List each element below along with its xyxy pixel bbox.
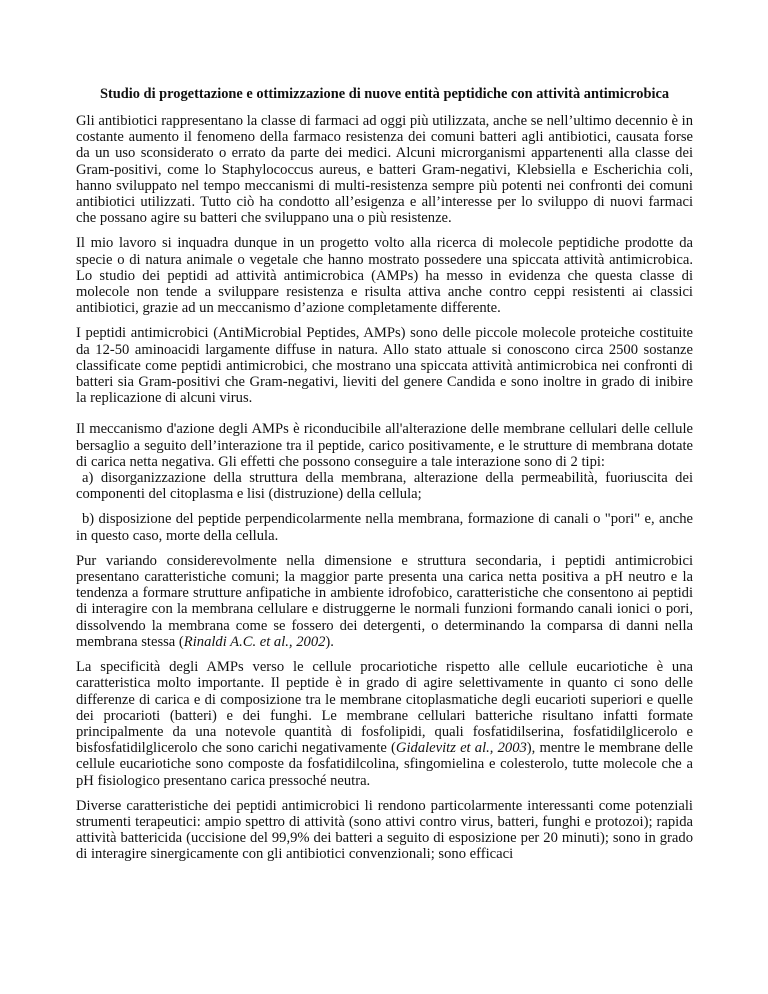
paragraph-antibiotics-intro: Gli antibiotici rappresentano la classe di farmaci ad oggi più utilizzata, anche se nell’ultimo decennio è in costante aumento il fenomeno della farmaco resistenza dei comuni batteri agli antibiotici, causata forse da un uso sconsiderato o errato da parte dei medici. Alcuni microrganismi appartenenti alla classe dei Gram-positivi, come lo Staphylococcus aureus, e batteri Gram-negativi, Klebsiella e Escherichia coli, hanno sviluppato nel tempo meccanismi di multi-resistenza sempre più potenti nei confronti dei comuni antibiotici utilizzati. Tutto ciò ha condotto all’esigenza e all’interesse per lo sviluppo di nuovi farmaci che possano agire su batteri che sviluppano una o più resistenze.: [76, 113, 693, 227]
document-title: Studio di progettazione e ottimizzazione di nuove entità peptidiche con attività antimicrobica: [99, 86, 670, 102]
list-item-b: b) disposizione del peptide perpendicolarmente nella membrana, formazione di canali o "pori" e, anche in questo caso, morte della cellula.: [76, 511, 693, 544]
list-item-a: a) disorganizzazione della struttura della membrana, alterazione della permeabilità, fuoriuscita dei componenti del citoplasma e lisi (distruzione) della cellula;: [76, 470, 693, 503]
paragraph-common-features: [76, 553, 693, 650]
document-page: [76, 86, 693, 872]
citation-rinaldi: Rinaldi A.C. et al., 2002: [183, 633, 326, 650]
paragraph-research-project: Il mio lavoro si inquadra dunque in un progetto volto alla ricerca di molecole peptidiche prodotte da specie o di natura animale o vegetale che hanno mostrato possedere una spiccata attività antimicrobica. Lo studio dei peptidi ad attività antimicrobica (AMPs) ha messo in evidenza che questa classe di molecole non tende a sviluppare resistenza e risulta attiva anche contro ceppi resistenti ai classici antibiotici, grazie ad un meccanismo d’azione completamente differente.: [76, 235, 693, 317]
paragraph-common-features-end: ).: [325, 633, 334, 650]
paragraph-therapeutic-features: Diverse caratteristiche dei peptidi antimicrobici li rendono particolarmente interessanti come potenziali strumenti terapeutici: ampio spettro di attività (sono attivi contro virus, batteri, funghi e protozoi); rapida attività battericida (uccisione del 99,9% dei batteri a seguito di esposizione per 20 minuti); sono in grado di interagire sinergicamente con gli antibiotici convenzionali; sono efficaci: [76, 797, 693, 863]
paragraph-specificity: [76, 659, 693, 789]
paragraph-amps-definition: I peptidi antimicrobici (AntiMicrobial Peptides, AMPs) sono delle piccole molecole proteiche costituite da 12-50 aminoacidi largamente diffuse in natura. Allo stato attuale si conoscono circa 2500 sostanze classificate come peptidi antimicrobici, che mostrano una spiccata attività antimicrobica nei confronti di batteri sia Gram-positivi che Gram-negativi, lieviti del genere Candida e sono inoltre in grado di inibire la replicazione di alcuni virus.: [76, 325, 693, 407]
paragraph-mechanism: Il meccanismo d'azione degli AMPs è riconducibile all'alterazione delle membrane cellulari delle cellule bersaglio a seguito dell’interazione tra il peptide, carico positivamente, e le strutture di membrana dotate di carica netta negativa. Gli effetti che possono conseguire a tale interazione sono di 2 tipi:: [76, 421, 693, 470]
paragraph-specificity-text: La specificità degli AMPs verso le cellule procariotiche rispetto alle cellule eucariotiche è una caratteristica molto importante. Il peptide è in grado di agire selettivamente in quanto ci sono delle differenze di carica e di composizione tra le membrane citoplasmatiche degli eucarioti superiori e quelle dei procarioti (batteri) e dei funghi. Le membrane cellulari batteriche risultano infatti formate principalmente da una notevole quantità di fosfolipidi, quali fosfatidilserina, fosfatidilglicerolo e bisfosfatidilglicerolo che sono carichi negativamente (: [76, 659, 693, 757]
paragraph-specificity-end: ), mentre le membrane delle cellule eucariotiche sono composte da fosfatidilcolina, sfingomielina e colesterolo, tutte molecole che a pH fisiologico presentano carica pressoché neutra.: [76, 740, 693, 789]
citation-gidalevitz: Gidalevitz et al., 2003: [395, 740, 527, 757]
paragraph-common-features-text: Pur variando considerevolmente nella dimensione e struttura secondaria, i peptidi antimicrobici presentano caratteristiche comuni; la maggior parte presenta una carica netta positiva a pH neutro e la tendenza a formare strutture anfipatiche in ambiente idrofobico, caratteristiche che consentono ai peptidi di interagire con la membrana cellulare e distruggerne le normali funzioni formando canali ionici o pori, dissolvendo la membrana come se fossero dei detergenti, o determinando la comparsa di danni nella membrana stessa (: [76, 552, 693, 650]
